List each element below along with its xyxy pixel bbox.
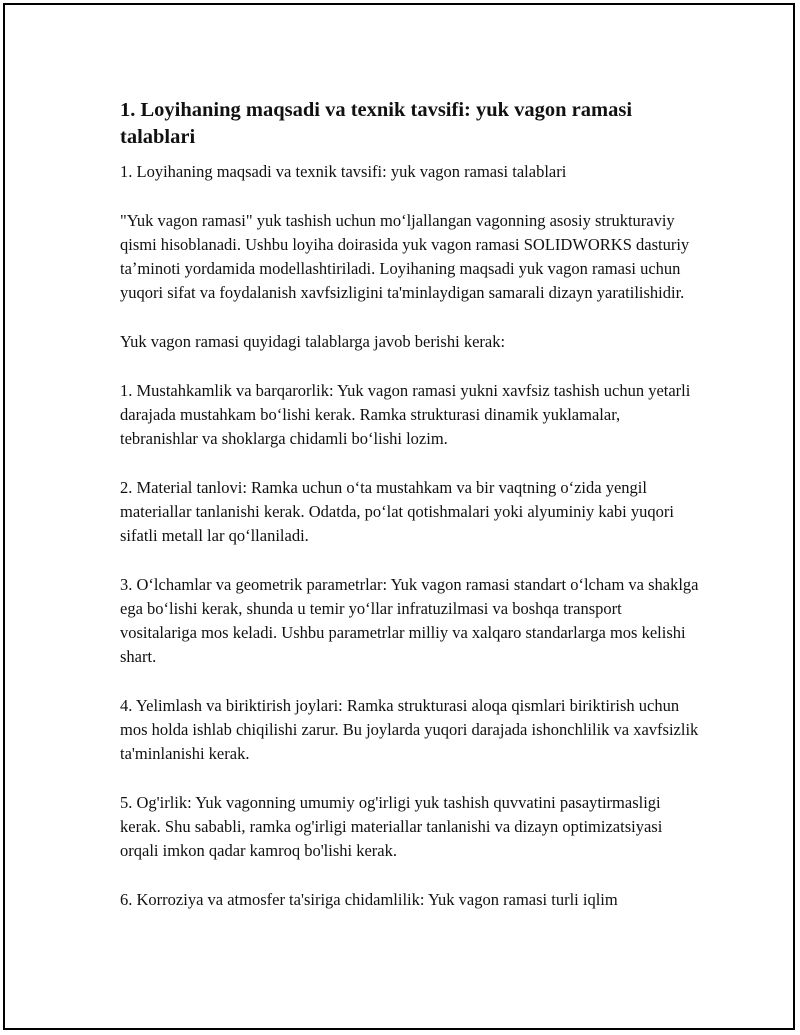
- paragraph: "Yuk vagon ramasi" yuk tashish uchun moʻljallangan vagonning asosiy strukturaviy qismi hisoblanadi. Ushbu loyiha doirasida yuk vagon ramasi SOLIDWORKS dasturiy taʼminoti yordamida modellashtiriladi. Loyihaning maqsadi yuk vagon ramasi uchun yuqori sifat va foydalanish xavfsizligini ta'minlaydigan samarali dizayn yaratilishidir.: [120, 211, 690, 302]
- paragraph: 5. Og'irlik: Yuk vagonning umumiy og'irligi yuk tashish quvvatini pasaytirmasligi kerak. Shu sababli, ramka og'irligi materiallar tanlanishi va dizayn optimizatsiyasi orqali imkon qadar kamroq bo'lishi kerak.: [120, 793, 663, 860]
- document-heading: 1. Loyihaning maqsadi va texnik tavsifi: yuk vagon ramasi talablari: [120, 99, 633, 148]
- document-body: [120, 97, 700, 937]
- document-page: [3, 3, 795, 1030]
- paragraph: 4. Yelimlash va biriktirish joylari: Ramka strukturasi aloqa qismlari biriktirish uchun mos holda ishlab chiqilishi zarur. Bu joylarda yuqori darajada ishonchlilik va xavfsizlik ta'minlanishi kerak.: [120, 696, 699, 763]
- paragraph: 1. Mustahkamlik va barqarorlik: Yuk vagon ramasi yukni xavfsiz tashish uchun yetarli darajada mustahkam boʻlishi kerak. Ramka strukturasi dinamik yuklamalar, tebranishlar va shoklarga chidamli boʻlishi lozim.: [120, 381, 691, 448]
- paragraph: 1. Loyihaning maqsadi va texnik tavsifi: yuk vagon ramasi talablari: [120, 162, 567, 181]
- paragraph: 2. Material tanlovi: Ramka uchun oʻta mustahkam va bir vaqtning oʻzida yengil materiallar tanlanishi kerak. Odatda, poʻlat qotishmalari yoki alyuminiy kabi yuqori sifatli metall lar qoʻllaniladi.: [120, 478, 674, 545]
- paragraph: 3. Oʻlchamlar va geometrik parametrlar: Yuk vagon ramasi standart oʻlcham va shaklga ega boʻlishi kerak, shunda u temir yoʻllar infratuzilmasi va boshqa transport vositalariga mos keladi. Ushbu parametrlar milliy va xalqaro standarlarga mos kelishi shart.: [120, 575, 699, 666]
- paragraph: Yuk vagon ramasi quyidagi talablarga javob berishi kerak:: [120, 332, 506, 351]
- paragraph: 6. Korroziya va atmosfer ta'siriga chidamlilik: Yuk vagon ramasi turli iqlim: [120, 890, 618, 909]
